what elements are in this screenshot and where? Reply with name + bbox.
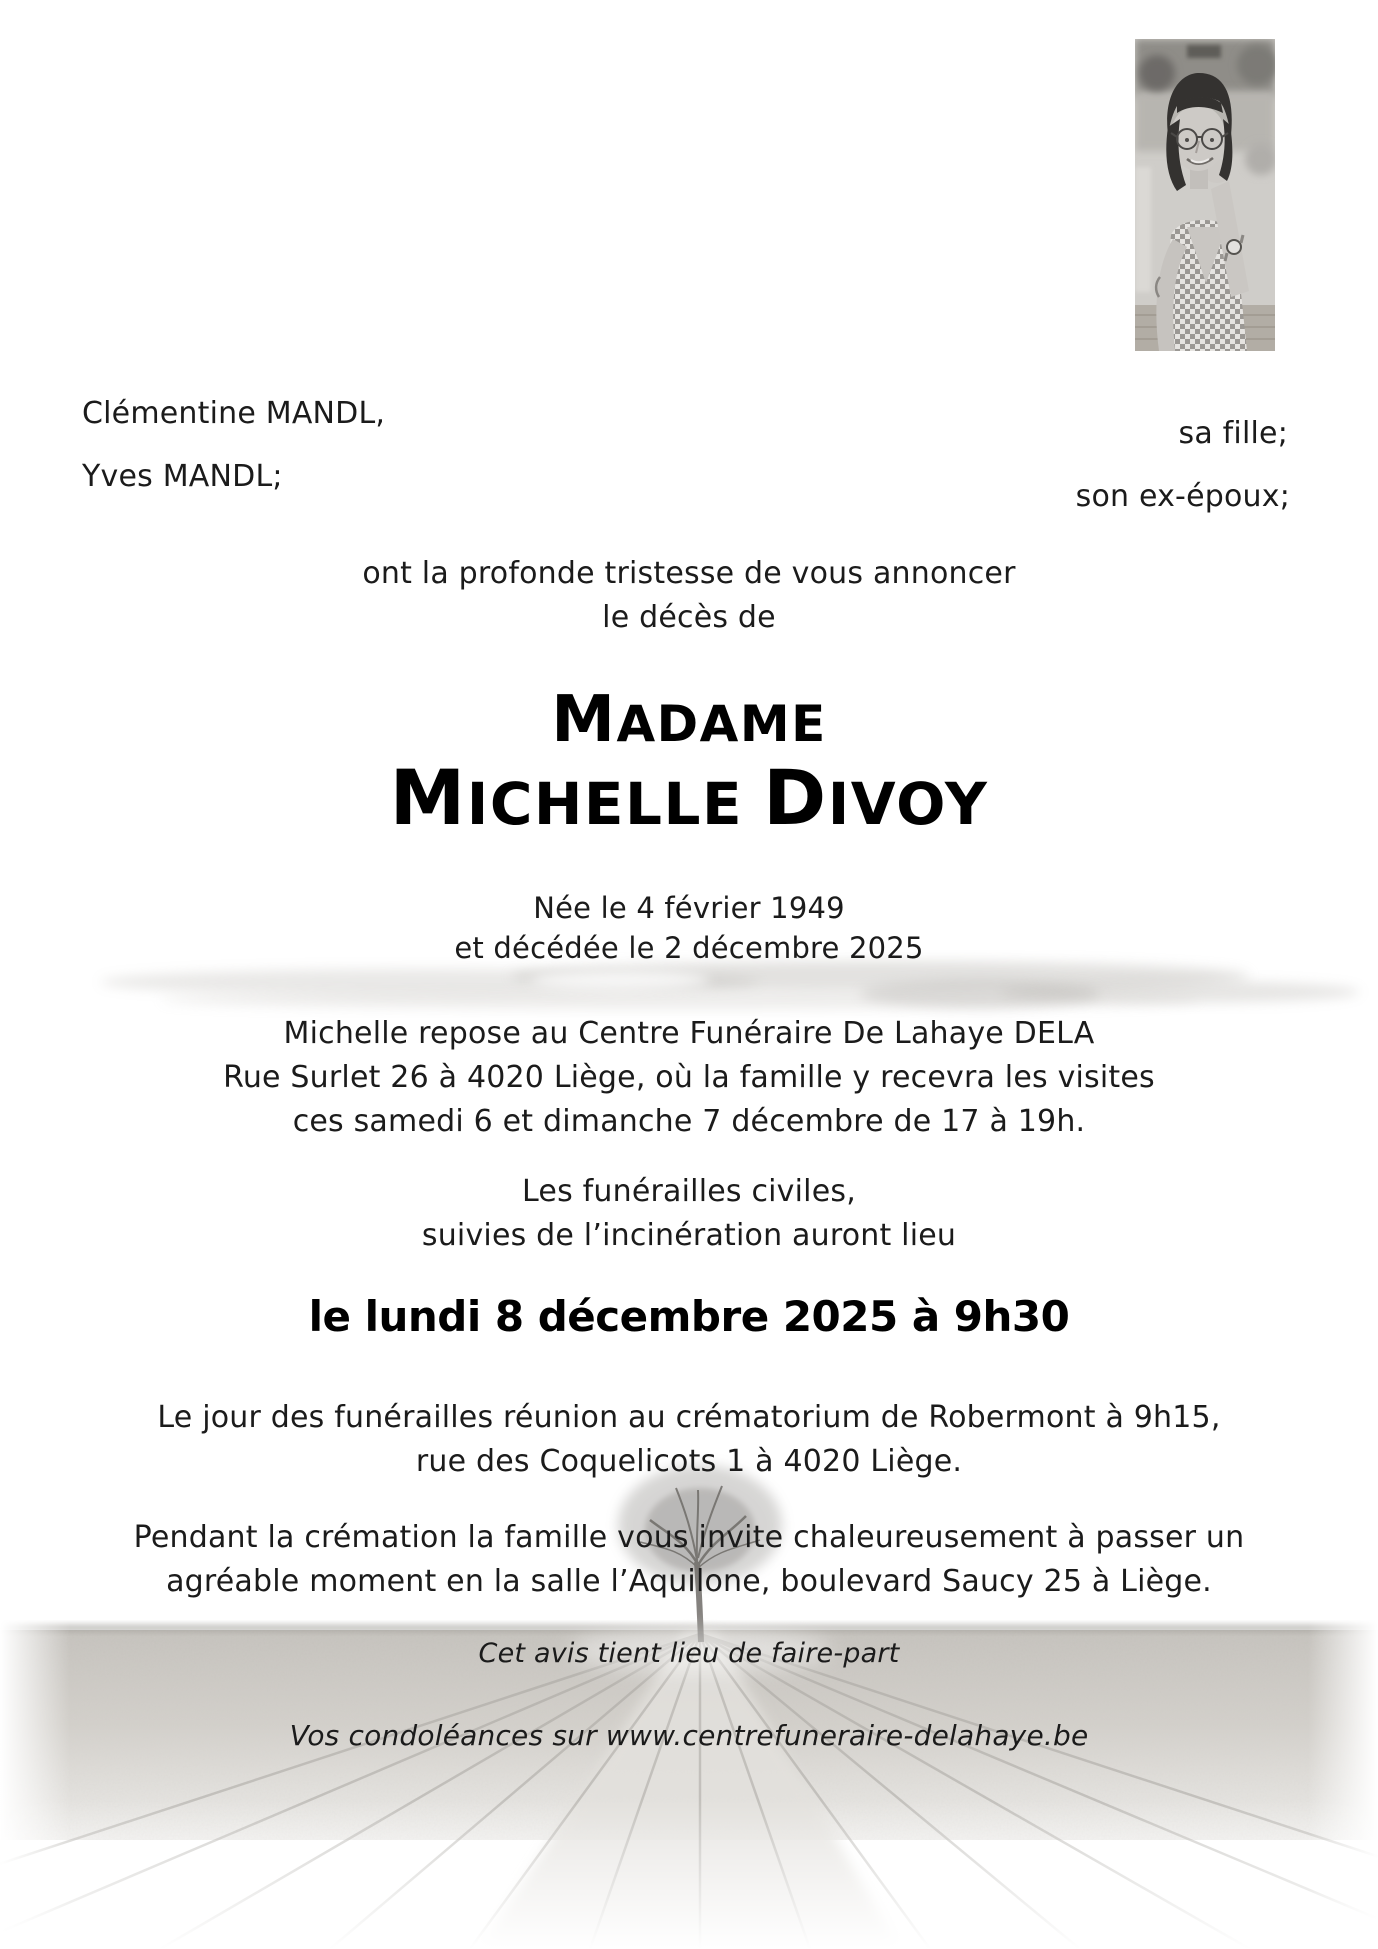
deceased-name bbox=[0, 753, 1378, 842]
repose-line: Michelle repose au Centre Funéraire De Lahaye DELA bbox=[283, 1016, 1095, 1051]
funeral-line: Les funérailles civiles, bbox=[522, 1174, 856, 1209]
death-date-line: et décédée le 2 décembre 2025 bbox=[454, 931, 924, 965]
deceased-title-rest: ADAME bbox=[616, 695, 827, 753]
repose-line: Rue Surlet 26 à 4020 Liège, où la famille y recevra les visites bbox=[223, 1060, 1155, 1095]
mourner-relation: sa fille; bbox=[1178, 416, 1288, 451]
mourner-name: Yves MANDL; bbox=[82, 459, 283, 494]
announcement-line: ont la profonde tristesse de vous annoncer bbox=[362, 556, 1016, 591]
repose-line: ces samedi 6 et dimanche 7 décembre de 17 à 19h. bbox=[292, 1104, 1086, 1139]
portrait-photo bbox=[1135, 39, 1275, 351]
mourner-relation: son ex-époux; bbox=[1075, 479, 1290, 514]
funeral-line: suivies de l’incinération auront lieu bbox=[421, 1218, 957, 1253]
deceased-title bbox=[0, 683, 1378, 757]
meeting-line: rue des Coquelicots 1 à 4020 Liège. bbox=[415, 1444, 963, 1479]
condolences-line: Vos condoléances sur www.centrefuneraire-delahaye.be bbox=[289, 1719, 1089, 1752]
background-streak-band bbox=[100, 961, 1360, 1009]
deceased-firstname-lead: M bbox=[389, 753, 467, 842]
notice-line: Cet avis tient lieu de faire-part bbox=[478, 1638, 900, 1669]
deceased-lastname-rest: IVOY bbox=[827, 770, 989, 838]
funeral-date: le lundi 8 décembre 2025 à 9h30 bbox=[308, 1292, 1070, 1341]
announcement-line: le décès de bbox=[602, 600, 776, 635]
meeting-line: Le jour des funérailles réunion au crématorium de Robermont à 9h15, bbox=[157, 1400, 1221, 1435]
reception-line: agréable moment en la salle l’Aquilone, boulevard Saucy 25 à Liège. bbox=[166, 1564, 1212, 1599]
deceased-firstname-rest: ICHELLE bbox=[466, 770, 744, 838]
mourner-name: Clémentine MANDL, bbox=[82, 396, 386, 431]
deceased-lastname-lead: D bbox=[763, 753, 828, 842]
reception-line: Pendant la crémation la famille vous invite chaleureusement à passer un bbox=[133, 1520, 1245, 1555]
deceased-title-lead: M bbox=[551, 683, 617, 757]
birth-date-line: Née le 4 février 1949 bbox=[533, 891, 845, 925]
